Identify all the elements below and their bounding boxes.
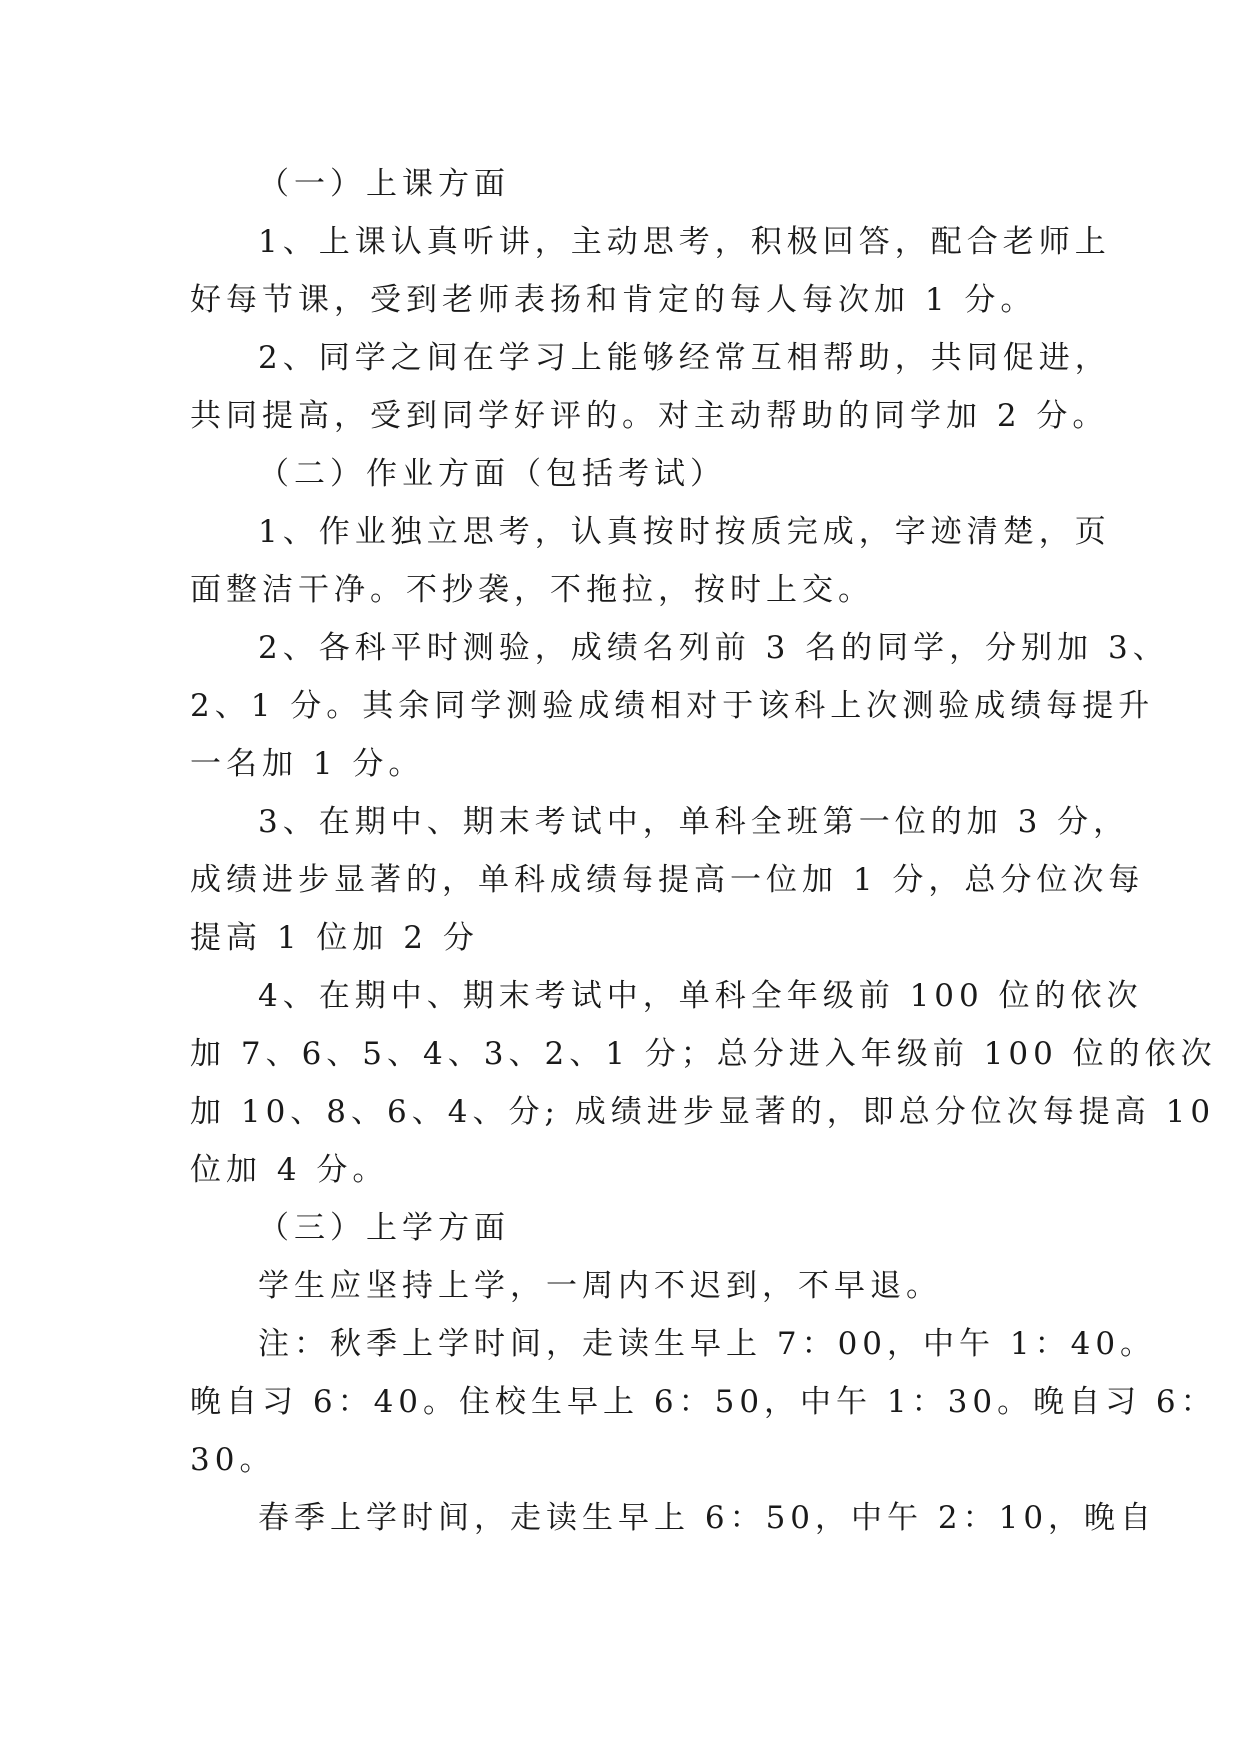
note-line: 晚自习 6：40。住校生早上 6：50，中午 1：30。晚自习 6： xyxy=(190,1384,1217,1420)
paragraph-line: 2、同学之间在学习上能够经常互相帮助，共同促进， xyxy=(258,340,1111,376)
note-line: 30。 xyxy=(190,1442,276,1478)
note-line: 注：秋季上学时间，走读生早上 7：00，中午 1：40。 xyxy=(258,1326,1157,1362)
section-heading-attendance: （三）上学方面 xyxy=(258,1210,510,1246)
paragraph-line: 共同提高，受到同学好评的。对主动帮助的同学加 2 分。 xyxy=(190,398,1109,434)
paragraph-line: 2、1 分。其余同学测验成绩相对于该科上次测验成绩每提升 xyxy=(190,688,1155,724)
paragraph-line: 1、作业独立思考，认真按时按质完成，字迹清楚，页 xyxy=(258,514,1111,550)
paragraph-line: 1、上课认真听讲，主动思考，积极回答，配合老师上 xyxy=(258,224,1111,260)
section-heading-class: （一）上课方面 xyxy=(258,166,510,202)
paragraph-line: 2、各科平时测验，成绩名列前 3 名的同学，分别加 3、 xyxy=(258,630,1169,666)
paragraph-line: 成绩进步显著的，单科成绩每提高一位加 1 分，总分位次每 xyxy=(190,862,1145,898)
paragraph-line: 学生应坚持上学，一周内不迟到，不早退。 xyxy=(258,1268,942,1304)
paragraph-line: 好每节课，受到老师表扬和肯定的每人每次加 1 分。 xyxy=(190,282,1037,318)
paragraph-line: 加 10、8、6、4、分; 成绩进步显著的，即总分位次每提高 10 xyxy=(190,1094,1216,1130)
paragraph-line: 提高 1 位加 2 分 xyxy=(190,920,479,956)
paragraph-line: 春季上学时间，走读生早上 6：50，中午 2：10，晚自 xyxy=(258,1500,1157,1536)
paragraph-line: 位加 4 分。 xyxy=(190,1152,389,1188)
paragraph-line: 3、在期中、期末考试中，单科全班第一位的加 3 分， xyxy=(258,804,1130,840)
paragraph-line: 4、在期中、期末考试中，单科全年级前 100 位的依次 xyxy=(258,978,1143,1014)
paragraph-line: 面整洁干净。不抄袭，不拖拉，按时上交。 xyxy=(190,572,874,608)
paragraph-line: 加 7、6、5、4、3、2、1 分；总分进入年级前 100 位的依次 xyxy=(190,1036,1217,1072)
section-heading-homework: （二）作业方面（包括考试） xyxy=(258,456,726,492)
paragraph-line: 一名加 1 分。 xyxy=(190,746,425,782)
